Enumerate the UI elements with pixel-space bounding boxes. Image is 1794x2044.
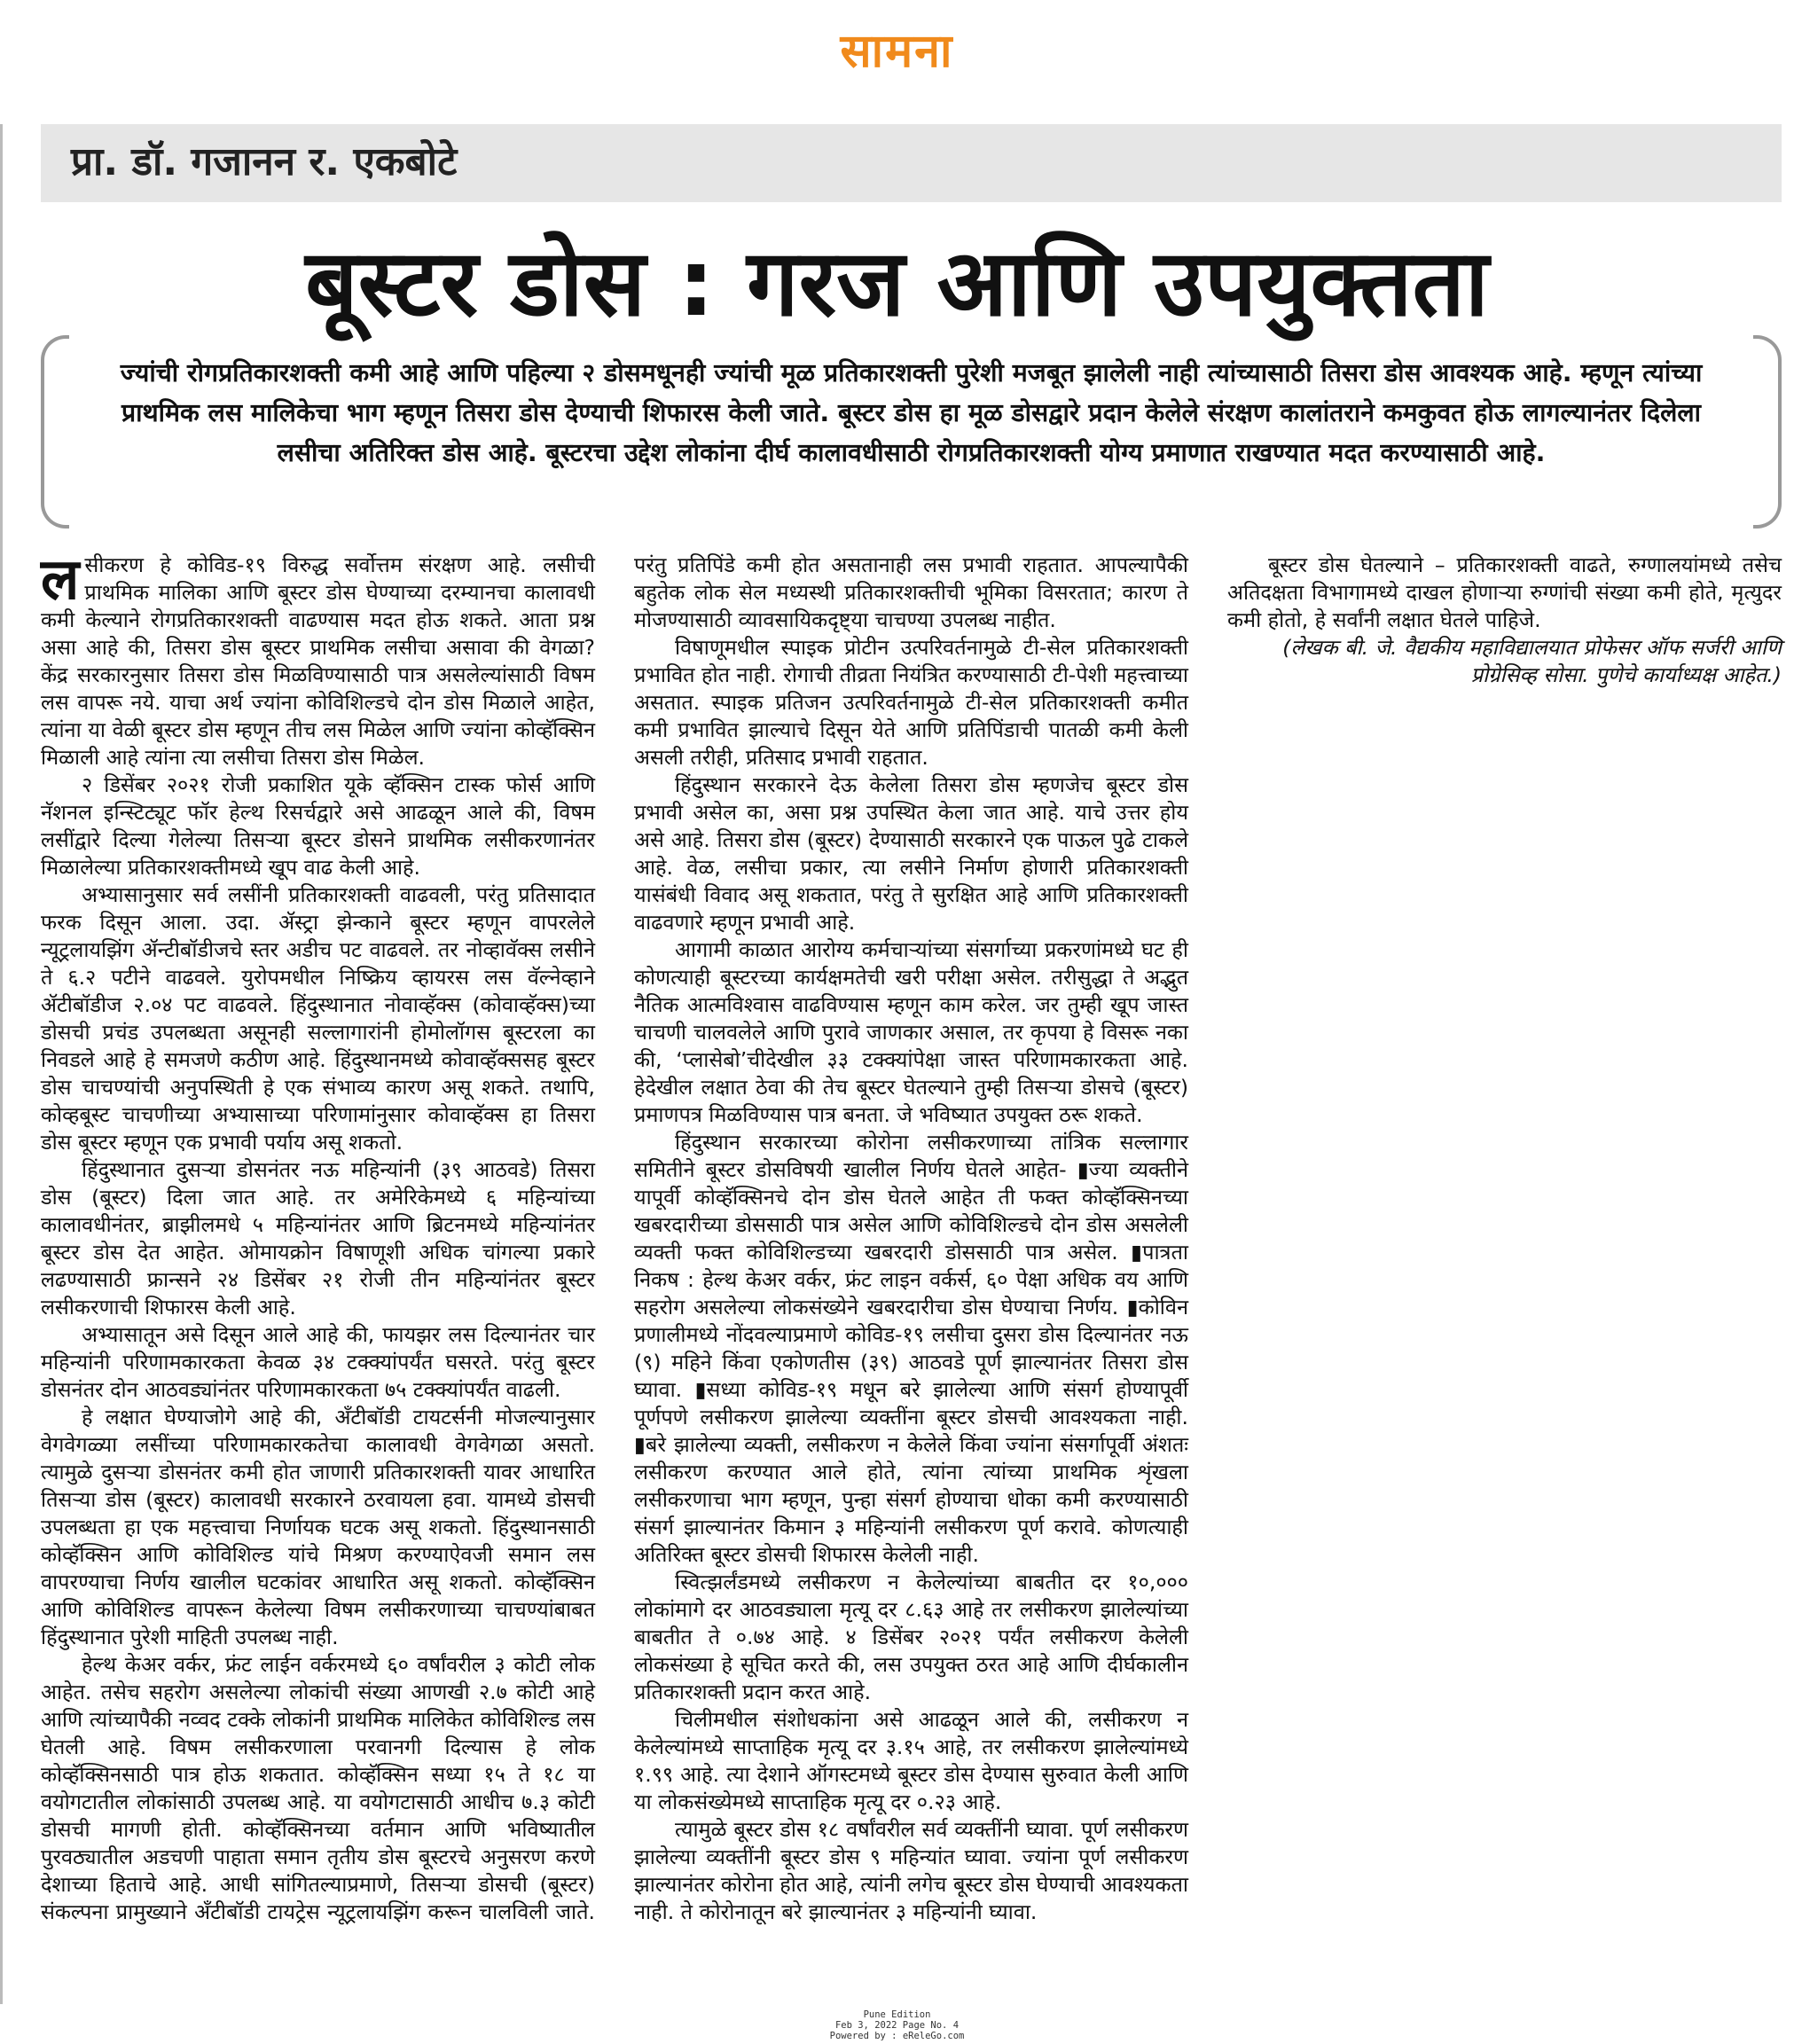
footer-edition: Pune Edition	[863, 2009, 931, 2020]
edition-footer	[0, 2009, 1794, 2041]
footer-date-page: Feb 3, 2022 Page No. 4	[834, 2020, 960, 2031]
author-bar	[41, 124, 1782, 202]
lead-bracket-right	[1753, 335, 1782, 529]
body-paragraph: हिंदुस्थान सरकारने देऊ केलेला तिसरा डोस म्हणजेच बूस्टर डोस प्रभावी असेल का, असा प्रश्न उपस्थित केला जात आहे. याचे उत्तर होय असे आहे. तिसरा डोस (बूस्टर) देण्यासाठी सरकारने एक पाऊल पुढे टाकले आहे. वेळ, लसीचा प्रकार, त्या लसीने निर्माण होणारी प्रतिकारशक्ती यासंबंधी विवाद असू शकतात, परंतु ते सुरक्षित आहे आणि प्रतिकारशक्ती वाढवणारे म्हणून प्रभावी आहे.	[634, 772, 1188, 935]
body-paragraph: चिलीमधील संशोधकांना असे आढळून आले की, लसीकरण न केलेल्यांमध्ये साप्ताहिक मृत्यू दर ३.१५ आहे, तर लसीकरण झालेल्यांमध्ये १.९९ आहे. त्या देशाने ऑगस्टमध्ये बूस्टर डोस देण्यास सुरुवात केली आणि या लोकसंख्येमध्ये साप्ताहिक मृत्यू दर ०.२३ आहे.	[634, 1707, 1188, 1814]
lead-summary: ज्यांची रोगप्रतिकारशक्ती कमी आहे आणि पहिल्या २ डोसमधूनही ज्यांची मूळ प्रतिकारशक्ती पुरेशी मजबूत झालेली नाही त्यांच्यासाठी तिसरा डोस आवश्यक आहे. म्हणून त्यांच्या प्राथमिक लस मालिकेचा भाग म्हणून तिसरा डोस देण्याची शिफारस केली जाते. बूस्टर डोस हा मूळ डोसद्वारे प्रदान केलेले संरक्षण कालांतराने कमकुवत होऊ लागल्यानंतर दिलेला लसीचा अतिरिक्त डोस आहे. बूस्टरचा उद्देश लोकांना दीर्घ कालावधीसाठी रोगप्रतिकारशक्ती योग्य प्रमाणात राखण्यात मदत करण्यासाठी आहे.	[120, 358, 1703, 467]
body-paragraph: विषाणूमधील स्पाइक प्रोटीन उत्परिवर्तनामुळे टी-सेल प्रतिकारशक्ती प्रभावित होत नाही. रोगाची तीव्रता नियंत्रित करण्यासाठी टी-पेशी महत्त्वाच्या असतात. स्पाइक प्रतिजन उत्परिवर्तनामुळे टी-सेल प्रतिकारशक्ती कमीत कमी प्रभावित झाल्याचे दिसून येते आणि प्रतिपिंडाची पातळी कमी केली असली तरीही, प्रतिसाद प्रभावी राहतात.	[634, 635, 1188, 770]
article-body	[41, 547, 1782, 1942]
body-paragraph: अभ्यासानुसार सर्व लसींनी प्रतिकारशक्ती वाढवली, परंतु प्रतिसादात फरक दिसून आला. उदा. ॲस्ट्रा झेन्काने बूस्टर म्हणून वापरलेले न्यूट्रलायझिंग ॲन्टीबॉडीजचे स्तर अडीच पट वाढवले. तर नोव्हावॅक्स लसीने ते ६.२ पटीने वाढवले. युरोपमधील निष्क्रिय व्हायरस लस वॅल्नेव्हाने ॲटीबॉडीज २.०४ पट वाढवले. हिंदुस्थानात नोवाव्हॅक्स (कोवाव्हॅक्स)च्या डोसची प्रचंड उपलब्धता असूनही सल्लागारांनी होमोलॉगस बूस्टरला का निवडले आहे हे समजणे कठीण आहे. हिंदुस्थानमध्ये कोवाव्हॅक्ससह बूस्टर डोस चाचण्यांची अनुपस्थिती हे एक संभाव्य कारण असू शकते. तथापि, कोव्हबूस्ट चाचणीच्या अभ्यासाच्या परिणामांनुसार कोवाव्हॅक्स हा तिसरा डोस बूस्टर म्हणून एक प्रभावी पर्याय असू शकतो.	[41, 882, 595, 1155]
body-paragraph: हिंदुस्थानात दुसऱ्या डोसनंतर नऊ महिन्यांनी (३९ आठवडे) तिसरा डोस (बूस्टर) दिला जात आहे. तर अमेरिकेमध्ये ६ महिन्यांच्या कालावधीनंतर, ब्राझीलमधे ५ महिन्यांनंतर आणि ब्रिटनमध्ये महिन्यांनंतर बूस्टर डोस देत आहेत. ओमायक्रोन विषाणूशी अधिक चांगल्या प्रकारे लढण्यासाठी फ्रान्सने २४ डिसेंबर २१ रोजी तीन महिन्यांनंतर बूस्टर लसीकरणाची शिफारस केली आहे.	[41, 1157, 595, 1320]
lead-box	[41, 335, 1782, 530]
body-paragraph: लसीकरण हे कोविड-१९ विरुद्ध सर्वोत्तम संरक्षण आहे. लसीची प्राथमिक मालिका आणि बूस्टर डोस घेण्याच्या दरम्यानचा कालावधी कमी केल्याने रोगप्रतिकारशक्ती वाढण्यास मदत होऊ शकते. आता प्रश्न असा आहे की, तिसरा डोस बूस्टर प्राथमिक लसीचा असावा की वेगळा? केंद्र सरकारनुसार तिसरा डोस मिळविण्यासाठी पात्र असलेल्यांसाठी विषम लस वापरू नये. याचा अर्थ ज्यांना कोविशिल्डचे दोन डोस मिळाले आहेत, त्यांना या वेळी बूस्टर डोस म्हणून तीच लस मिळेल आणि ज्यांना कोव्हॅक्सिन मिळाली आहे त्यांना त्या लसीचा तिसरा डोस मिळेल.	[41, 547, 595, 770]
body-paragraph: स्वित्झर्लंडमध्ये लसीकरण न केलेल्यांच्या बाबतीत दर १०,००० लोकांमागे दर आठवड्याला मृत्यू दर ८.६३ आहे तर लसीकरण झालेल्यांच्या बाबतीत ते ०.७४ आहे. ४ डिसेंबर २०२१ पर्यंत लसीकरण केलेली लोकसंख्या हे सूचित करते की, लस उपयुक्त ठरत आहे आणि दीर्घकालीन प्रतिकारशक्ती प्रदान करत आहे.	[634, 1570, 1188, 1704]
body-paragraph: आगामी काळात आरोग्य कर्मचाऱ्यांच्या संसर्गाच्या प्रकरणांमध्ये घट ही कोणत्याही बूस्टरच्या कार्यक्षमतेची खरी परीक्षा असेल. तरीसुद्धा ते अद्भुत नैतिक आत्मविश्वास वाढविण्यास म्हणून काम करेल. जर तुम्ही खूप जास्त चाचणी चालवलेले आणि पुरावे जाणकार असाल, तर कृपया हे विसरू नका की, ‘प्लासेबो’चीदेखील ३३ टक्क्यांपेक्षा जास्त परिणामकारकता आहे. हेदेखील लक्षात ठेवा की तेच बूस्टर घेतल्याने तुम्ही तिसऱ्या डोसचे (बूस्टर) प्रमाणपत्र मिळविण्यास पात्र बनता. जे भविष्यात उपयुक्त ठरू शकते.	[634, 937, 1188, 1127]
lead-bracket-left	[41, 335, 69, 529]
drop-cap: ल	[41, 547, 80, 613]
article-headline: बूस्टर डोस : गरज आणि उपयुक्तता	[305, 229, 1489, 337]
footer-powered-by: Powered by : eReleGo.com	[829, 2031, 965, 2041]
body-paragraph: बूस्टर डोस घेतल्याने – प्रतिकारशक्ती वाढते, रुग्णालयांमध्ये तसेच अतिदक्षता विभागामध्ये दाखल होणाऱ्या रुग्णांची संख्या कमी होते, मृत्युदर कमी होतो, हे सर्वांनी लक्षात घेतले पाहिजे.	[1227, 552, 1782, 632]
body-paragraph: हेल्थ केअर वर्कर, फ्रंट लाईन वर्करमध्ये ६० वर्षांवरील ३ कोटी लोक आहेत. तसेच सहरोग असलेल्या लोकांची संख्या आणखी २.७ कोटी आहे आणि त्यांच्यापैकी नव्वद टक्के लोकांनी प्राथमिक मालिकेत कोविशिल्ड लस घेतली आहे. विषम लसीकरणाला परवानगी दिल्यास हे लोक कोव्हॅक्सिनसाठी पात्र होऊ शकतात. कोव्हॅक्सिन सध्या १५ ते १८ या वयोगटातील लोकांसाठी उपलब्ध आहे. या वयोगटासाठी आधीच ७.३ कोटी डोसची मागणी होती. कोव्हॅक्सिनच्या वर्तमान आणि भविष्यातील पुरवठ्यातील अडचणी पाहाता समान तृतीय डोस बूस्टरचे अनुसरण करणे देशाच्या हिताचे आहे. आधी सांगितल्याप्रमाणे, तिसऱ्या डोसची (बूस्टर) संकल्पना प्रामुख्याने ॲंटीबॉडी टायट्रेस न्यूट्रलायझिंग करून चालविली जाते. परंतु प्रतिपिंडे कमी होत असतानाही लस प्रभावी राहतात. आपल्यापैकी बहुतेक लोक सेल मध्यस्थी प्रतिकारशक्तीची भूमिका विसरतात; कारण ते मोजण्यासाठी व्यावसायिकदृष्ट्या चाचण्या उपलब्ध नाहीत.	[41, 552, 1188, 1924]
body-paragraph: हे लक्षात घेण्याजोगे आहे की, ॲंटीबॉडी टायटर्सनी मोजल्यानुसार वेगवेगळ्या लसींच्या परिणामकारकतेचा कालावधी वेगवेगळा असतो. त्यामुळे दुसऱ्या डोसनंतर कमी होत जाणारी प्रतिकारशक्ती यावर आधारित तिसऱ्या डोस (बूस्टर) कालावधी सरकारने ठरवायला हवा. यामध्ये डोसची उपलब्धता हा एक महत्त्वाचा निर्णायक घटक असू शकतो. हिंदुस्थानसाठी कोव्हॅक्सिन आणि कोविशिल्ड यांचे मिश्रण करण्याऐवजी समान लस वापरण्याचा निर्णय खालील घटकांवर आधारित असू शकतो. कोव्हॅक्सिन आणि कोविशिल्ड वापरून केलेल्या विषम लसीकरणाच्या चाचण्यांबाबत हिंदुस्थानात पुरेशी माहिती उपलब्ध नाही.	[41, 1405, 595, 1649]
body-paragraph: २ डिसेंबर २०२१ रोजी प्रकाशित यूके व्हॅक्सिन टास्क फोर्स आणि नॅशनल इन्स्टिट्यूट फॉर हेल्थ रिसर्चद्वारे असे आढळून आले की, विषम लसींद्वारे दिल्या गेलेल्या तिसऱ्या बूस्टर डोसने प्राथमिक लसीकरणानंतर मिळालेल्या प्रतिकारशक्तीमध्ये खूप वाढ केली आहे.	[41, 772, 595, 880]
body-paragraph: हिंदुस्थान सरकारच्या कोरोना लसीकरणाच्या तांत्रिक सल्लागार समितीने बूस्टर डोसविषयी खालील निर्णय घेतले आहेत- ▮ज्या व्यक्तीने यापूर्वी कोव्हॅक्सिनचे दोन डोस घेतले आहेत ती फक्त कोव्हॅक्सिनच्या खबरदारीच्या डोससाठी पात्र असेल आणि कोविशिल्डचे दोन डोस असलेली व्यक्ती फक्त कोविशिल्डच्या खबरदारी डोससाठी पात्र असेल. ▮पात्रता निकष : हेल्थ केअर वर्कर, फ्रंट लाइन वर्कर्स, ६० पेक्षा अधिक वय आणि सहरोग असलेल्या लोकसंख्येने खबरदारीचा डोस घेण्याचा निर्णय. ▮कोविन प्रणालीमध्ये नोंदवल्याप्रमाणे कोविड-१९ लसीचा दुसरा डोस दिल्यानंतर नऊ (९) महिने किंवा एकोणतीस (३९) आठवडे पूर्ण झाल्यानंतर तिसरा डोस घ्यावा. ▮सध्या कोविड-१९ मधून बरे झालेल्या आणि संसर्ग होण्यापूर्वी पूर्णपणे लसीकरण झालेल्या व्यक्तींना बूस्टर डोसची आवश्यकता नाही. ▮बरे झालेल्या व्यक्ती, लसीकरण न केलेले किंवा ज्यांना संसर्गापूर्वी अंशतः लसीकरण करण्यात आले होते, त्यांना त्यांच्या प्राथमिक शृंखला लसीकरणाचा भाग म्हणून, पुन्हा संसर्ग होण्याचा धोका कमी करण्यासाठी संसर्ग झाल्यानंतर किमान ३ महिन्यांनी लसीकरण पूर्ण करावे. कोणत्याही अतिरिक्त बूस्टर डोसची शिफारस केलेली नाही.	[634, 1130, 1188, 1567]
body-paragraph: अभ्यासातून असे दिसून आले आहे की, फायझर लस दिल्यानंतर चार महिन्यांनी परिणामकारकता केवळ ३४ टक्क्यांपर्यंत घसरते. परंतु बूस्टर डोसनंतर दोन आठवड्यांनंतर परिणामकारकता ७५ टक्क्यांपर्यंत वाढली.	[41, 1322, 595, 1402]
body-paragraph: त्यामुळे बूस्टर डोस १८ वर्षांवरील सर्व व्यक्तींनी घ्यावा. पूर्ण लसीकरण झालेल्या व्यक्तींनी बूस्टर डोस ९ महिन्यांत घ्यावा. ज्यांना पूर्ण लसीकरण झाल्यानंतर कोरोना होत आहे, त्यांनी लगेच बूस्टर डोस घेण्याची आवश्यकता नाही. ते कोरोनातून बरे झाल्यानंतर ३ महिन्यांनी घ्यावा.	[634, 1817, 1188, 1924]
author-byline: (लेखक बी. जे. वैद्यकीय महाविद्यालयात प्रोफेसर ऑफ सर्जरी आणि प्रोग्रेसिव्ह सोसा. पुणेचे कार्याध्यक्ष आहेत.)	[1282, 635, 1782, 687]
author-name: प्रा. डॉ. गजानन र. एकबोटे	[71, 139, 458, 184]
page-edge-rule	[0, 124, 3, 2004]
newspaper-masthead: सामना	[840, 25, 954, 78]
